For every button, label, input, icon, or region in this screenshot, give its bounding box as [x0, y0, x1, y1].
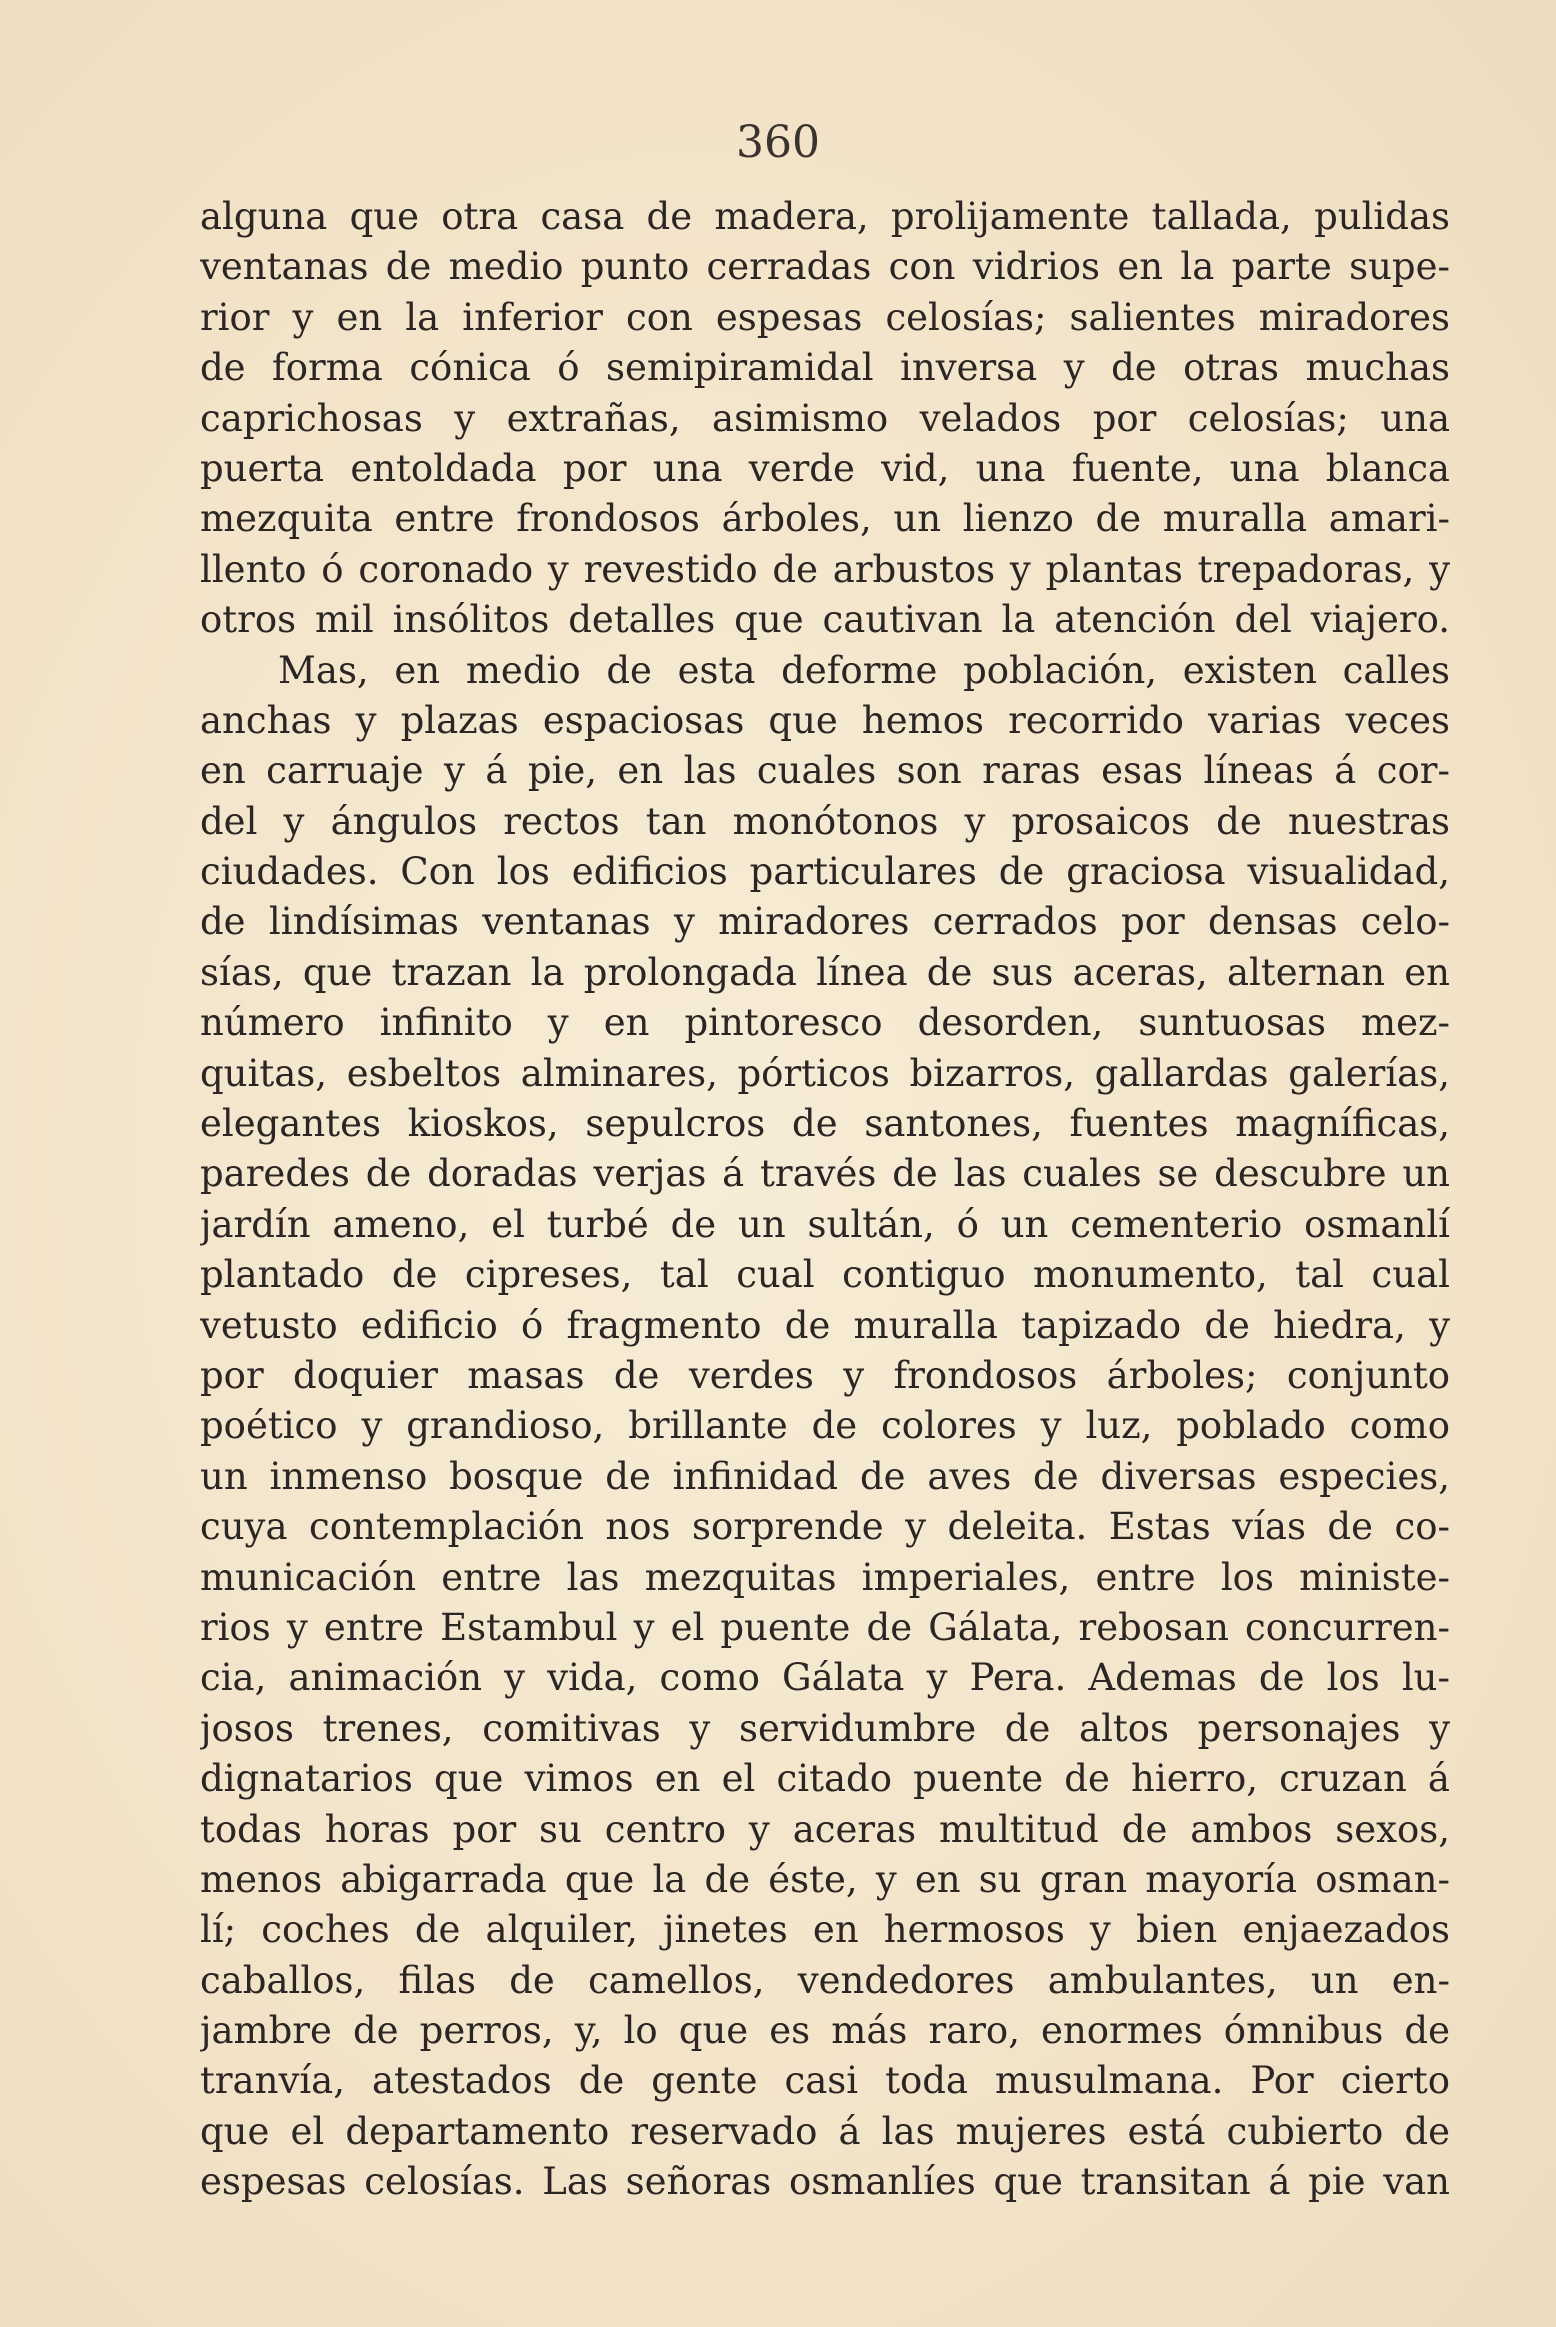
- text-line: otros mil insólitos detalles que cautivan la atención del viajero.: [200, 598, 1450, 642]
- text-line: ventanas de medio punto cerradas con vidrios en la parte supe-: [200, 245, 1450, 289]
- text-line: rios y entre Estambul y el puente de Gálata, rebosan concurren-: [200, 1605, 1450, 1649]
- text-line: dignatarios que vimos en el citado puente de hierro, cruzan á: [200, 1757, 1450, 1801]
- text-line: jambre de perros, y, lo que es más raro, enormes ómnibus de: [200, 2009, 1450, 2053]
- text-line: por doquier masas de verdes y frondosos árboles; conjunto: [200, 1353, 1450, 1397]
- text-line: jardín ameno, el turbé de un sultán, ó un cementerio osmanlí: [200, 1202, 1450, 1246]
- text-line: número infinito y en pintoresco desorden, suntuosas mez-: [200, 1001, 1450, 1045]
- text-line: elegantes kioskos, sepulcros de santones, fuentes magníficas,: [200, 1102, 1450, 1146]
- text-line: tranvía, atestados de gente casi toda musulmana. Por cierto: [200, 2059, 1450, 2103]
- text-line: ciudades. Con los edificios particulares de graciosa visualidad,: [200, 850, 1450, 894]
- text-line: que el departamento reservado á las mujeres está cubierto de: [200, 2109, 1450, 2153]
- text-line: llento ó coronado y revestido de arbustos y plantas trepadoras, y: [200, 547, 1450, 591]
- text-line: josos trenes, comitivas y servidumbre de altos personajes y: [200, 1706, 1450, 1750]
- text-line: en carruaje y á pie, en las cuales son raras esas líneas á cor-: [200, 749, 1450, 793]
- text-line: plantado de cipreses, tal cual contiguo monumento, tal cual: [200, 1253, 1450, 1297]
- text-line: cia, animación y vida, como Gálata y Pera. Ademas de los lu-: [200, 1656, 1450, 1700]
- text-line: un inmenso bosque de infinidad de aves de diversas especies,: [200, 1454, 1450, 1498]
- text-line: paredes de doradas verjas á través de las cuales se descubre un: [200, 1152, 1450, 1196]
- text-line: poético y grandioso, brillante de colores y luz, poblado como: [200, 1404, 1450, 1448]
- text-line: mezquita entre frondosos árboles, un lienzo de muralla amari-: [200, 497, 1450, 541]
- text-line: municación entre las mezquitas imperiales, entre los ministe-: [200, 1555, 1450, 1599]
- text-line: menos abigarrada que la de éste, y en su gran mayoría osman-: [200, 1857, 1450, 1901]
- text-line: anchas y plazas espaciosas que hemos recorrido varias veces: [200, 698, 1450, 742]
- text-line: quitas, esbeltos alminares, pórticos bizarros, gallardas galerías,: [200, 1051, 1450, 1095]
- text-line: todas horas por su centro y aceras multitud de ambos sexos,: [200, 1807, 1450, 1851]
- paragraph-start-line: Mas, en medio de esta deforme población, existen calles: [278, 648, 1450, 692]
- body-text: [200, 192, 1450, 2208]
- text-line: vetusto edificio ó fragmento de muralla tapizado de hiedra, y: [200, 1303, 1450, 1347]
- page-number: 360: [736, 117, 820, 168]
- text-line: espesas celosías. Las señoras osmanlíes que transitan á pie van: [200, 2160, 1450, 2204]
- text-line: puerta entoldada por una verde vid, una fuente, una blanca: [200, 446, 1450, 490]
- text-line: sías, que trazan la prolongada línea de sus aceras, alternan en: [200, 950, 1450, 994]
- text-line: rior y en la inferior con espesas celosías; salientes miradores: [200, 295, 1450, 339]
- text-line: de lindísimas ventanas y miradores cerrados por densas celo-: [200, 900, 1450, 944]
- text-line: alguna que otra casa de madera, prolijamente tallada, pulidas: [200, 195, 1450, 238]
- text-line: caballos, filas de camellos, vendedores ambulantes, un en-: [200, 1958, 1450, 2002]
- text-line: cuya contemplación nos sorprende y deleita. Estas vías de co-: [200, 1505, 1450, 1549]
- text-line: de forma cónica ó semipiramidal inversa y de otras muchas: [200, 346, 1450, 390]
- text-line: del y ángulos rectos tan monótonos y prosaicos de nuestras: [200, 799, 1450, 843]
- text-line: lí; coches de alquiler, jinetes en hermosos y bien enjaezados: [200, 1908, 1450, 1952]
- text-line: caprichosas y extrañas, asimismo velados por celosías; una: [200, 396, 1450, 440]
